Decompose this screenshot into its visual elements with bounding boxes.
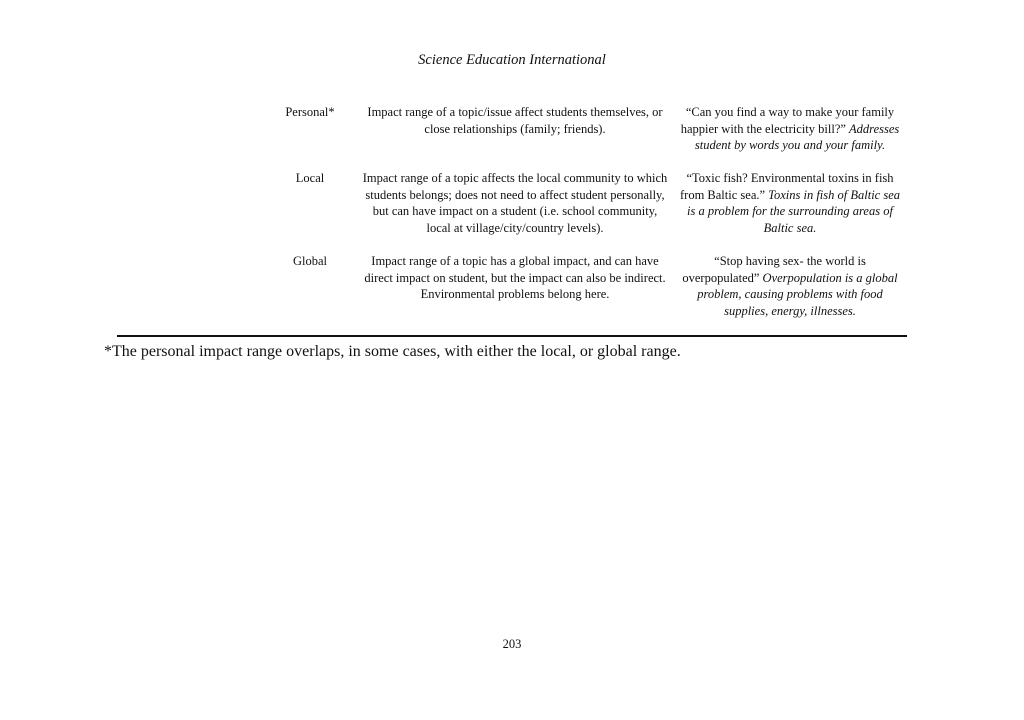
example-note: Toxins in fish of Baltic sea is a problem for the surrounding areas of Baltic sea.: [687, 187, 901, 235]
example-cell: [680, 170, 900, 236]
example-quote: “Toxic fish? Environmental toxins in fish from Baltic sea.”: [680, 171, 894, 202]
example-quote: “Can you find a way to make your family happier with the electricity bill?”: [680, 105, 895, 136]
table-bottom-rule: [117, 335, 907, 337]
category-cell: Local: [295, 171, 325, 185]
example-note: Addresses student by words you and your family.: [694, 121, 900, 152]
description-cell: Impact range of a topic has a global impact, and can have direct impact on student, but the impact can also be indirect. Environmental problems belong here.: [364, 254, 666, 301]
category-cell: Personal*: [285, 105, 335, 119]
example-cell: [680, 104, 900, 154]
example-note: Overpopulation is a global problem, causing problems with food supplies, energy, illnesses.: [697, 270, 898, 318]
page-number: 203: [502, 637, 522, 651]
description-cell: Impact range of a topic affects the local community to which students belongs; does not need to affect student personally, but can have impact on a student (i.e. school community, local at village/city/country levels).: [362, 171, 668, 235]
category-cell: Global: [292, 254, 328, 268]
example-quote: “Stop having sex- the world is overpopulated”: [682, 254, 866, 285]
description-cell: Impact range of a topic/issue affect students themselves, or close relationships (family; friends).: [367, 105, 663, 136]
journal-title: Science Education International: [418, 52, 606, 68]
example-cell: [680, 253, 900, 319]
table-footnote: *The personal impact range overlaps, in some cases, with either the local, or global range.: [104, 343, 681, 360]
